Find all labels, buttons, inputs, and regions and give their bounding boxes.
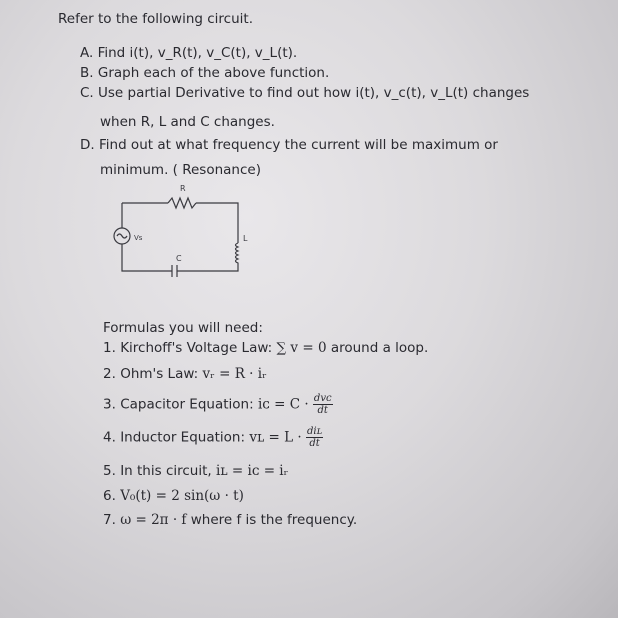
capacitor-symbol xyxy=(172,265,177,277)
formula-2 xyxy=(103,366,267,382)
formula-3-numerator: dvᴄ xyxy=(313,393,332,404)
formula-7-number: 7. xyxy=(103,512,116,528)
task-a-text: Find i(t), v_R(t), v_C(t), v_L(t). xyxy=(97,45,298,61)
formula-2-number: 2. xyxy=(103,366,116,382)
wire-bottom-right xyxy=(177,266,238,271)
formula-1 xyxy=(103,340,428,356)
formula-1-label: Kirchoff's Voltage Law: xyxy=(120,340,273,356)
formula-5-number: 5. xyxy=(103,463,116,479)
formula-4-expr: vʟ = L · xyxy=(249,429,302,446)
formula-6-number: 6. xyxy=(103,488,116,504)
formula-1-suffix: around a loop. xyxy=(330,340,429,356)
heading: Refer to the following circuit. xyxy=(58,11,253,27)
formula-4-label: Inductor Equation: xyxy=(120,429,246,446)
rlc-circuit-diagram xyxy=(100,178,260,288)
formula-5 xyxy=(103,463,288,479)
task-d-line2: minimum. ( Resonance) xyxy=(100,162,261,178)
formula-3-denominator: dt xyxy=(317,405,328,416)
formula-3-number: 3. xyxy=(103,396,116,413)
task-d-line1: Find out at what frequency the current will be maximum or xyxy=(98,137,498,153)
task-d xyxy=(80,136,498,155)
formula-4 xyxy=(103,426,323,449)
wire-left-lower xyxy=(122,244,172,271)
formula-5-expr: iʟ = iᴄ = iᵣ xyxy=(215,463,289,479)
task-c-line2: when R, L and C changes. xyxy=(100,114,275,130)
formula-6-expr: V₀(t) = 2 sin(ω · t) xyxy=(120,488,244,504)
resistor-label: R xyxy=(180,184,186,193)
source-label: Vs xyxy=(134,234,143,242)
formula-7-expr: ω = 2π · f xyxy=(120,512,187,528)
inductor-label: L xyxy=(243,234,248,243)
task-a xyxy=(80,44,297,63)
formula-4-number: 4. xyxy=(103,429,116,446)
inductor-symbol xyxy=(236,243,239,266)
formula-3-label: Capacitor Equation: xyxy=(120,396,254,413)
formula-4-denominator: dt xyxy=(309,438,320,449)
task-c-line1: Use partial Derivative to find out how i(t), v_c(t), v_L(t) changes xyxy=(98,85,530,101)
formulas-title: Formulas you will need: xyxy=(103,320,263,336)
wire-top-right xyxy=(196,203,238,243)
formula-3-fraction xyxy=(313,393,333,416)
task-b-text: Graph each of the above function. xyxy=(97,65,330,81)
formula-2-expr: vᵣ = R · iᵣ xyxy=(202,366,267,382)
formula-4-fraction xyxy=(306,426,323,449)
capacitor-label: C xyxy=(176,254,182,263)
task-c xyxy=(80,84,529,103)
formula-3 xyxy=(103,393,333,416)
task-c-marker: C. xyxy=(80,85,94,101)
formula-4-numerator: diʟ xyxy=(307,426,323,437)
formula-3-expr: iᴄ = C · xyxy=(257,396,309,413)
formula-7-suffix: where f is the frequency. xyxy=(190,512,358,528)
formula-1-expr: ∑ v = 0 xyxy=(276,340,327,356)
formula-1-number: 1. xyxy=(103,340,116,356)
ac-wave-icon xyxy=(117,234,127,238)
task-b-marker: B. xyxy=(80,65,94,81)
task-a-marker: A. xyxy=(80,45,94,61)
formula-6 xyxy=(103,488,244,504)
formula-2-label: Ohm's Law: xyxy=(120,366,199,382)
formula-7 xyxy=(103,512,357,528)
resistor-symbol xyxy=(168,198,196,208)
task-b xyxy=(80,64,329,83)
task-d-marker: D. xyxy=(80,137,95,153)
formula-5-label: In this circuit, xyxy=(120,463,212,479)
